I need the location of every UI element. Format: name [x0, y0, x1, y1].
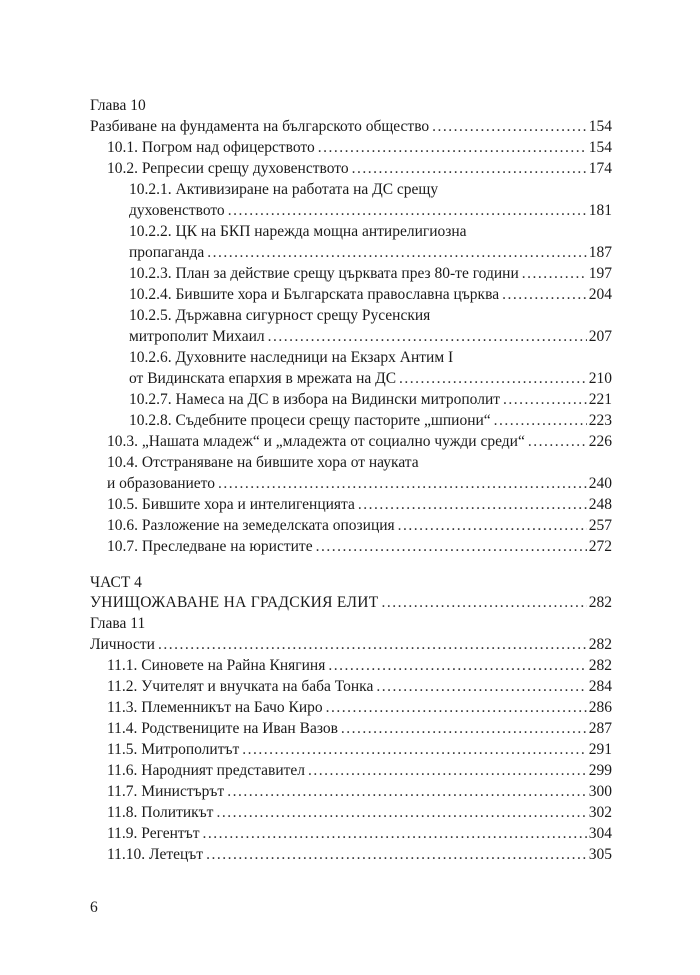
leader-dots	[399, 369, 587, 389]
toc-entry	[107, 761, 612, 781]
toc-entry	[107, 845, 612, 865]
toc-entry-line1: 10.2.5. Държавна сигурност срещу Русенския	[129, 307, 431, 324]
toc-entry	[129, 327, 612, 347]
toc-entry	[129, 264, 612, 284]
toc-entry-label: 11.4. Родствениците на Иван Вазов	[107, 720, 338, 737]
toc-entry-page: 299	[588, 762, 612, 779]
toc-entry	[107, 138, 612, 158]
toc-entry-label: 10.2.8. Съдебните процеси срещу пасторите „шпиони“	[129, 412, 491, 429]
chapter-10-heading: Глава 10	[90, 97, 146, 114]
toc-entry-label: Личности	[90, 636, 155, 653]
toc-entry-page: 282	[588, 636, 612, 653]
toc-entry-page: 272	[588, 538, 612, 555]
toc-entry-label: 10.2. Репресии срещу духовенството	[107, 160, 349, 177]
toc-entry-label: 11.5. Митрополитът	[107, 741, 240, 758]
toc-entry-label: 10.5. Бившите хора и интелигенцията	[107, 496, 355, 513]
toc-entry-page: 181	[588, 202, 612, 219]
leader-dots	[268, 327, 587, 347]
toc-entry-label: митрополит Михаил	[129, 328, 265, 345]
toc-entry-line1: 10.2.1. Активизиране на работата на ДС срещу	[129, 181, 439, 198]
toc-entry-label: 10.2.7. Намеса на ДС в избора на Видински митрополит	[129, 391, 501, 408]
toc-entry-line1: 10.2.2. ЦК на БКП нарежда мощна антирелигиозна	[129, 223, 467, 240]
toc-entry	[107, 656, 612, 676]
toc-entry-page: 207	[588, 328, 612, 345]
leader-dots	[227, 782, 587, 802]
leader-dots	[203, 824, 587, 844]
toc-entry-label: Разбиване на фундамента на българското общество	[90, 118, 430, 135]
toc-entry-page: 154	[588, 118, 612, 135]
toc-entry-page: 210	[588, 370, 612, 387]
toc-entry-page: 174	[588, 160, 612, 177]
toc-entry-page: 282	[588, 594, 612, 611]
toc-entry-label: 10.7. Преследване на юристите	[107, 538, 313, 555]
chapter-11-heading: Глава 11	[90, 615, 146, 632]
toc-entry-label: 10.6. Разложение на земеделската опозиция	[107, 517, 395, 534]
leader-dots	[358, 495, 587, 515]
toc-entry-line1: 10.4. Отстраняване на бившите хора от науката	[107, 454, 419, 471]
toc-entry-label: 11.9. Регентът	[107, 825, 200, 842]
toc-entry-line1: 10.2.6. Духовните наследници на Екзарх Антим I	[129, 349, 454, 366]
leader-dots	[206, 845, 587, 865]
leader-dots	[528, 432, 587, 452]
toc-entry-page: 286	[588, 699, 612, 716]
leader-dots	[216, 803, 586, 823]
toc-entry-page: 240	[588, 475, 612, 492]
toc-entry	[107, 537, 612, 557]
leader-dots	[432, 117, 587, 137]
toc-entry-page: 187	[588, 244, 612, 261]
toc-entry	[107, 740, 612, 760]
leader-dots	[503, 390, 587, 410]
toc-entry-label: 11.7. Министърът	[107, 783, 225, 800]
toc-entry-page: 305	[588, 846, 612, 863]
toc-entry-page: 304	[588, 825, 612, 842]
leader-dots	[376, 677, 586, 697]
leader-dots	[218, 474, 587, 494]
leader-dots	[502, 285, 587, 305]
toc-entry-page: 223	[588, 412, 612, 429]
leader-dots	[228, 201, 587, 221]
leader-dots	[318, 138, 587, 158]
toc-entry-label: 10.2.4. Бившите хора и Българската православна църква	[129, 286, 500, 303]
toc-entry-page: 287	[588, 720, 612, 737]
part-4-title-entry	[90, 593, 612, 613]
toc-entry-label: 11.6. Народният представител	[107, 762, 306, 779]
toc-entry	[129, 390, 612, 410]
leader-dots	[242, 740, 586, 760]
leader-dots	[328, 656, 586, 676]
part-4-title: УНИЩОЖАВАНЕ НА ГРАДСКИЯ ЕЛИТ	[90, 594, 379, 611]
leader-dots	[522, 264, 587, 284]
toc-entry	[107, 474, 612, 494]
toc-entry-page: 300	[588, 783, 612, 800]
leader-dots	[158, 635, 587, 655]
part-4-heading: ЧАСТ 4	[90, 574, 142, 591]
toc-entry	[107, 824, 612, 844]
toc-entry-label: 11.10. Летецът	[107, 846, 204, 863]
toc-entry-label: пропаганда	[129, 244, 205, 261]
toc-entry-page: 257	[588, 517, 612, 534]
toc-entry-label: 10.1. Погром над офицерството	[107, 139, 315, 156]
toc-entry	[107, 782, 612, 802]
toc-entry	[107, 516, 612, 536]
toc-entry	[90, 635, 612, 655]
toc-entry	[129, 201, 612, 221]
toc-entry-label: 10.3. „Нашата младеж“ и „младежта от социално чужди среди“	[107, 433, 525, 450]
leader-dots	[341, 719, 587, 739]
leader-dots	[207, 243, 586, 263]
leader-dots	[398, 516, 587, 536]
toc-entry-label: 11.2. Учителят и внучката на баба Тонка	[107, 678, 374, 695]
leader-dots	[326, 698, 587, 718]
toc-entry	[107, 677, 612, 697]
toc-entry-label: духовенството	[129, 202, 225, 219]
leader-dots	[494, 411, 587, 431]
toc-entry	[107, 159, 612, 179]
toc-entry	[107, 719, 612, 739]
leader-dots	[308, 761, 587, 781]
toc-entry-page: 302	[588, 804, 612, 821]
toc-entry	[129, 369, 612, 389]
toc-entry-page: 204	[588, 286, 612, 303]
toc-entry	[129, 411, 612, 431]
toc-entry-page: 284	[588, 678, 612, 695]
leader-dots	[382, 593, 587, 613]
toc-entry-page: 248	[588, 496, 612, 513]
leader-dots	[352, 159, 587, 179]
toc-entry-label: и образованието	[107, 475, 216, 492]
toc-entry-page: 154	[588, 139, 612, 156]
toc-entry	[107, 803, 612, 823]
toc-entry-page: 226	[588, 433, 612, 450]
toc-entry-page: 282	[588, 657, 612, 674]
toc-entry	[90, 117, 612, 137]
toc-entry-page: 221	[588, 391, 612, 408]
toc-entry-label: 10.2.3. План за действие срещу църквата през 80-те години	[129, 265, 519, 282]
toc-entry-label: от Видинската епархия в мрежата на ДС	[129, 370, 397, 387]
page-number: 6	[90, 899, 98, 916]
toc-entry-label: 11.3. Племенникът на Бачо Киро	[107, 699, 323, 716]
toc-entry	[129, 285, 612, 305]
toc-entry	[129, 243, 612, 263]
toc-entry-page: 291	[588, 741, 612, 758]
toc-entry-page: 197	[588, 265, 612, 282]
leader-dots	[316, 537, 587, 557]
toc-entry	[107, 495, 612, 515]
toc-entry-label: 11.1. Синовете на Райна Княгиня	[107, 657, 326, 674]
toc-entry-label: 11.8. Политикът	[107, 804, 214, 821]
toc-entry	[107, 432, 612, 452]
toc-entry	[107, 698, 612, 718]
